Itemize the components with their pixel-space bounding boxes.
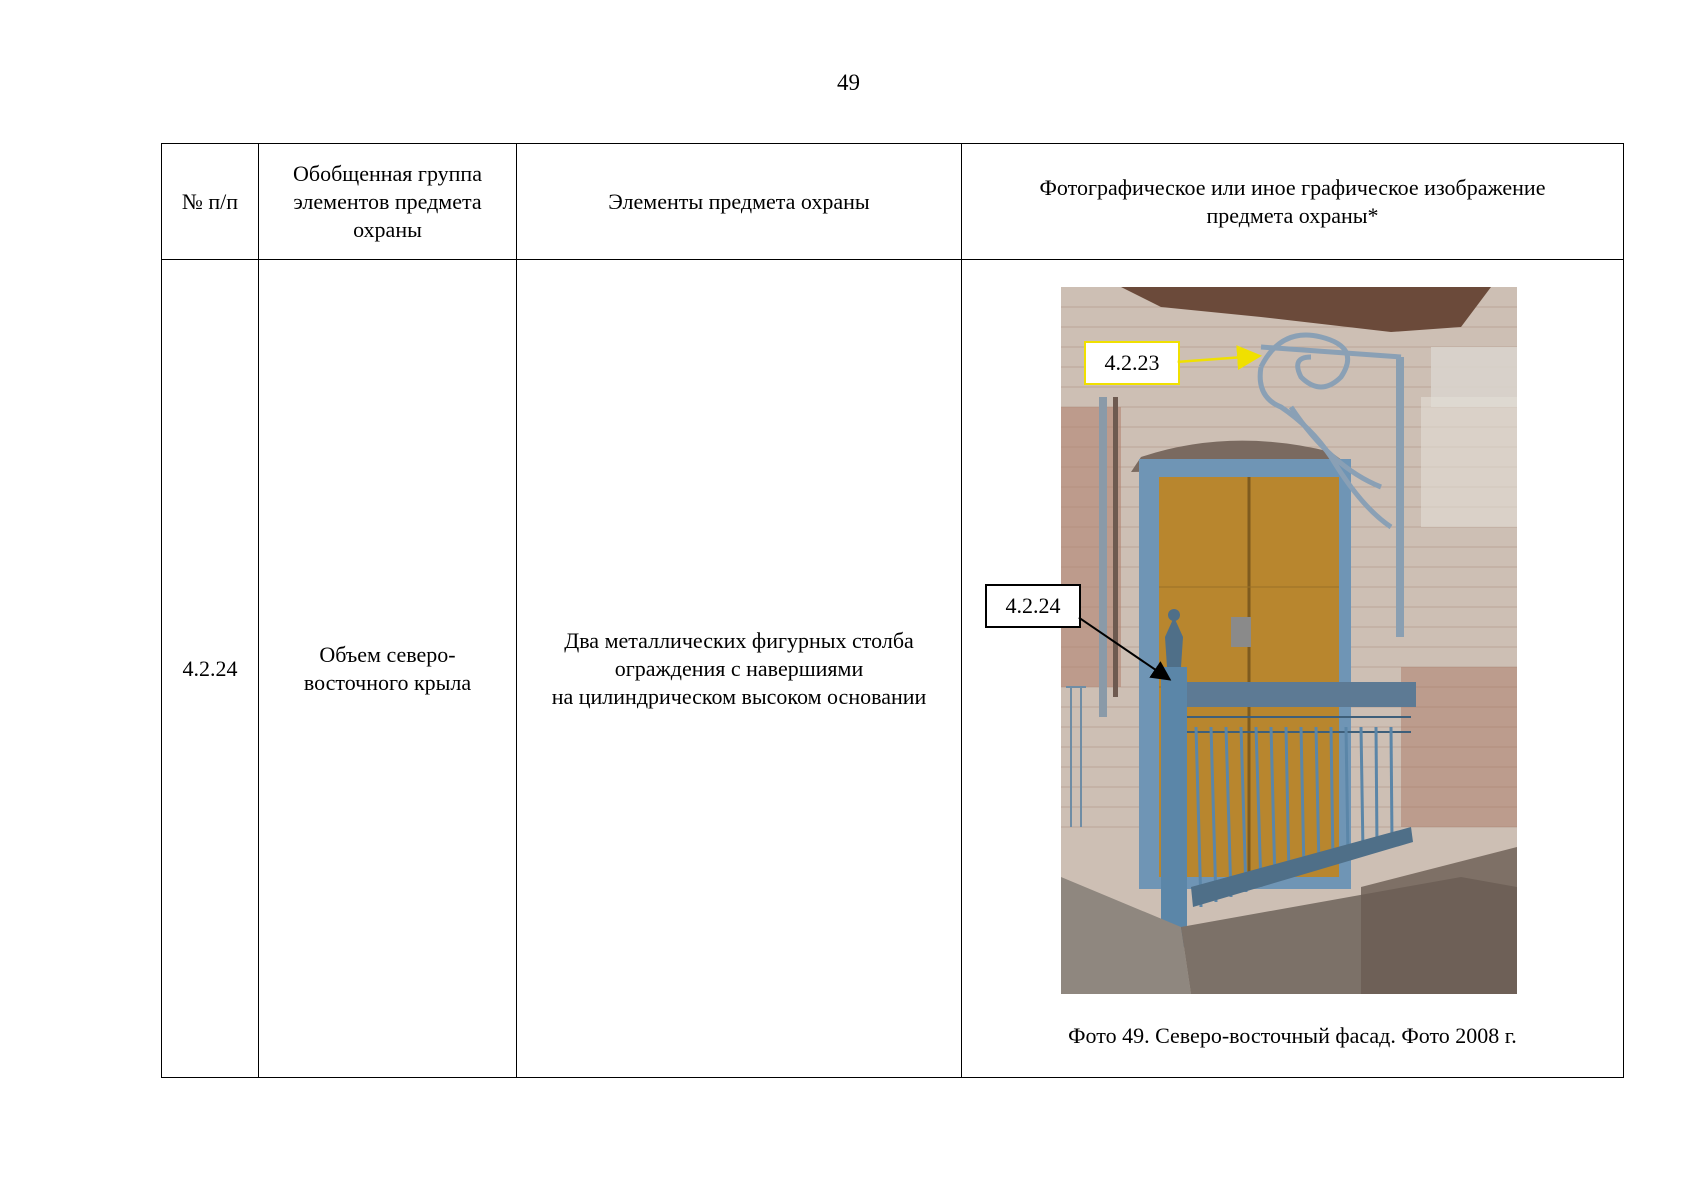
header-elements: Элементы предмета охраны [517, 144, 962, 260]
photo-cell [962, 260, 1624, 1078]
row-elements [517, 260, 962, 1078]
facade-photo [1061, 287, 1517, 994]
row-group: Объем северо-восточного крыла [259, 260, 517, 1078]
callout-top: 4.2.23 [1084, 341, 1180, 385]
callout-side: 4.2.24 [985, 584, 1081, 628]
header-num: № п/п [162, 144, 259, 260]
element-line-2: ограждения с навершиями [614, 655, 864, 681]
protection-table [161, 143, 1624, 1078]
table-row [162, 260, 1624, 1078]
page-number: 49 [837, 70, 860, 95]
element-line-1: Два металлических фигурных столба [564, 627, 914, 653]
header-group: Обобщенная группа элементов предмета охраны [259, 144, 517, 260]
header-photo: Фотографическое или иное графическое изображение предмета охраны* [962, 144, 1624, 260]
element-line-3: на цилиндрическом высоком основании [551, 683, 927, 709]
table-header-row [162, 144, 1624, 260]
photo-caption: Фото 49. Северо-восточный фасад. Фото 2008 г. [1068, 1023, 1517, 1048]
row-num: 4.2.24 [162, 260, 259, 1078]
